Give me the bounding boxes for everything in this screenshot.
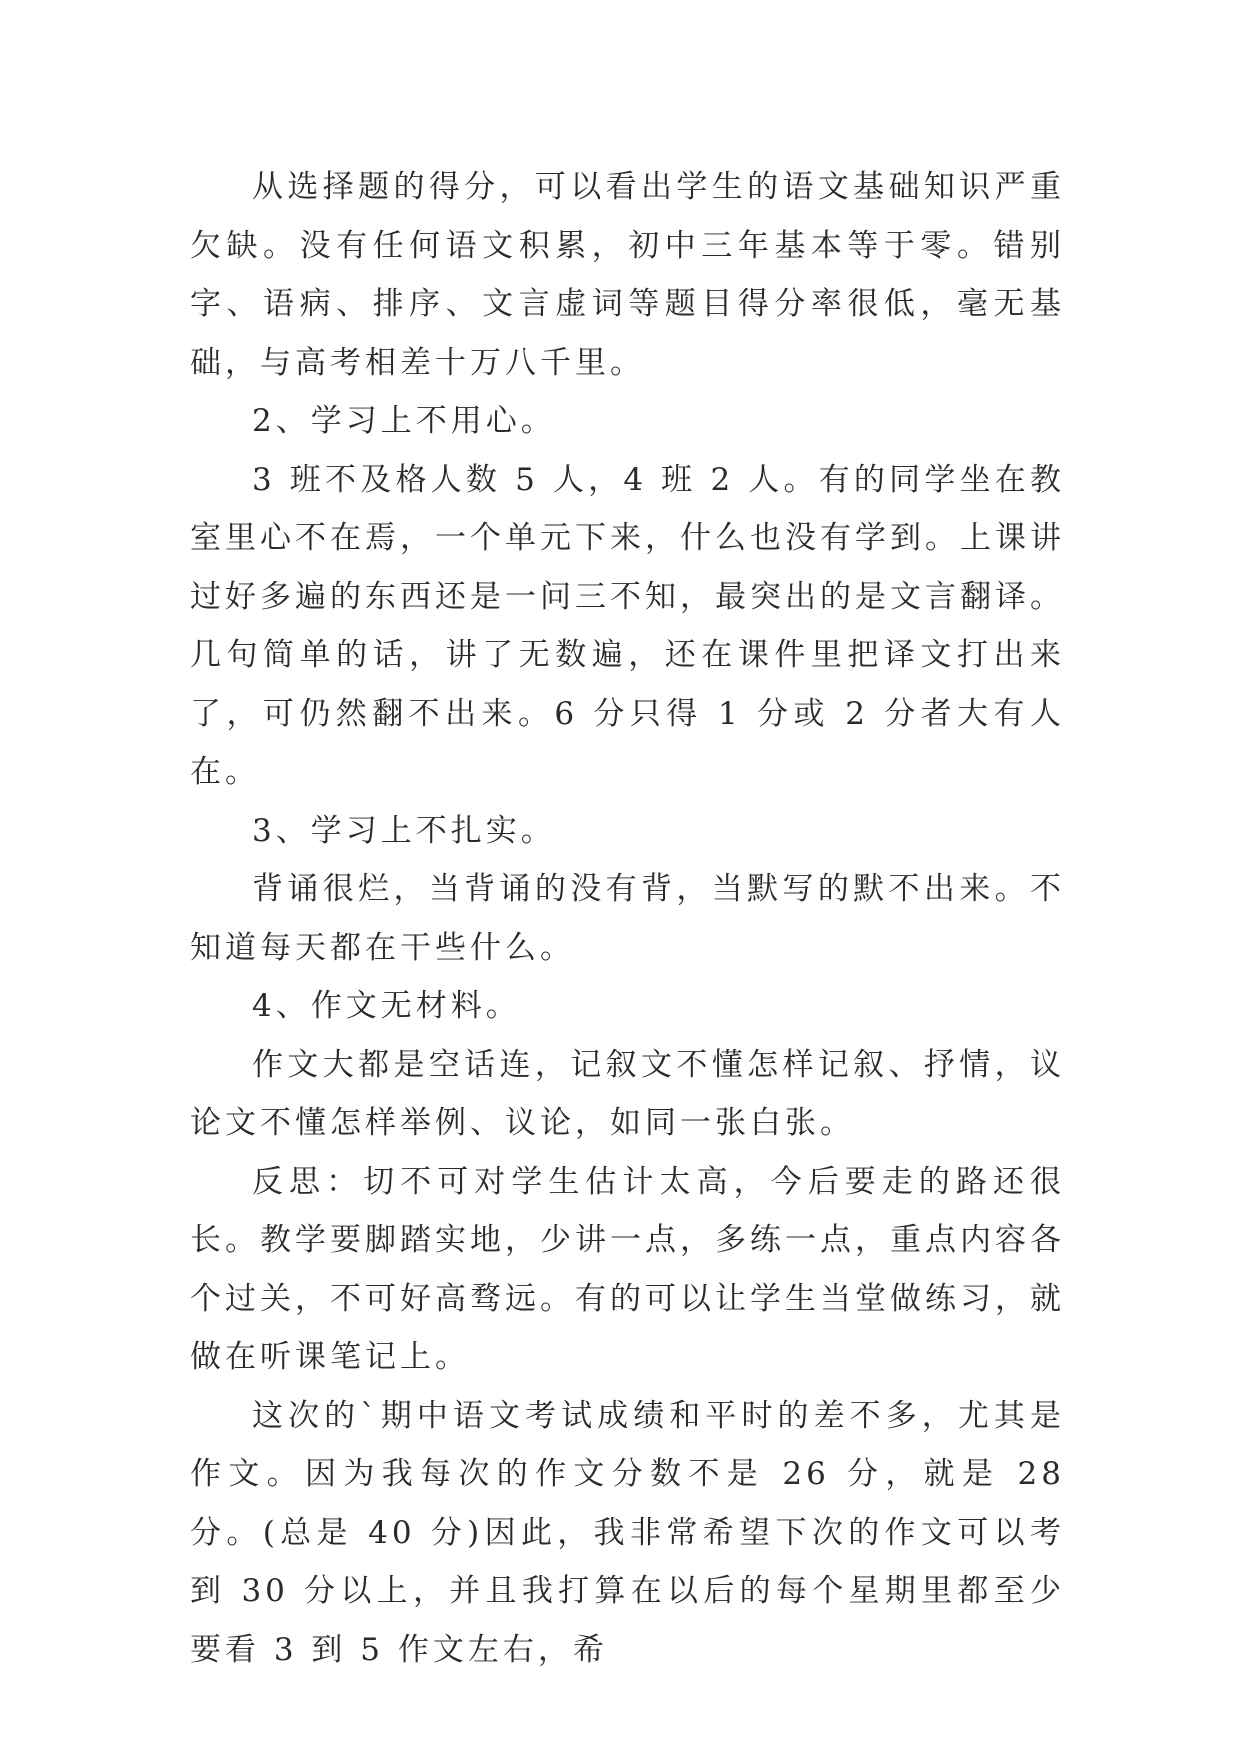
paragraph-composition: 作文大都是空话连，记叙文不懂怎样记叙、抒情，议论文不懂怎样举例、议论，如同一张白张。 — [190, 1046, 1065, 1141]
paragraph-failing-students: 3 班不及格人数 5 人，4 班 2 人。有的同学坐在教室里心不在焉，一个单元下来，什么也没有学到。上课讲过好多遍的东西还是一问三不知，最突出的是文言翻译。几句简单的话，讲了无数遍，还在课件里把译文打出来了，可仍然翻不出来。6 分只得 1 分或 2 分者大有人在。 — [190, 461, 1065, 790]
paragraph-basic-knowledge: 从选择题的得分，可以看出学生的语文基础知识严重欠缺。没有任何语文积累，初中三年基本等于零。错别字、语病、排序、文言虚词等题目得分率很低，毫无基础，与高考相差十万八千里。 — [190, 169, 1065, 381]
heading-no-material: 4、作文无材料。 — [252, 988, 521, 1024]
heading-not-solid: 3、学习上不扎实。 — [252, 812, 556, 849]
paragraph-recitation: 背诵很烂，当背诵的没有背，当默写的默不出来。不知道每天都在干些什么。 — [190, 871, 1065, 966]
paragraph-midterm: 这次的`期中语文考试成绩和平时的差不多，尤其是作文。因为我每次的作文分数不是 26 分，就是 28 分。(总是 40 分)因此，我非常希望下次的作文可以考到 30 分以上，并且我打算在以后的每个星期里都至少要看 3 到 5 作文左右，希 — [190, 1397, 1065, 1668]
heading-not-attentive: 2、学习上不用心。 — [252, 403, 556, 439]
document-body — [190, 158, 1065, 1679]
paragraph-reflection: 反思：切不可对学生估计太高，今后要走的路还很长。教学要脚踏实地，少讲一点，多练一点，重点内容各个过关，不可好高骛远。有的可以让学生当堂做练习，就做在听课笔记上。 — [190, 1163, 1065, 1375]
